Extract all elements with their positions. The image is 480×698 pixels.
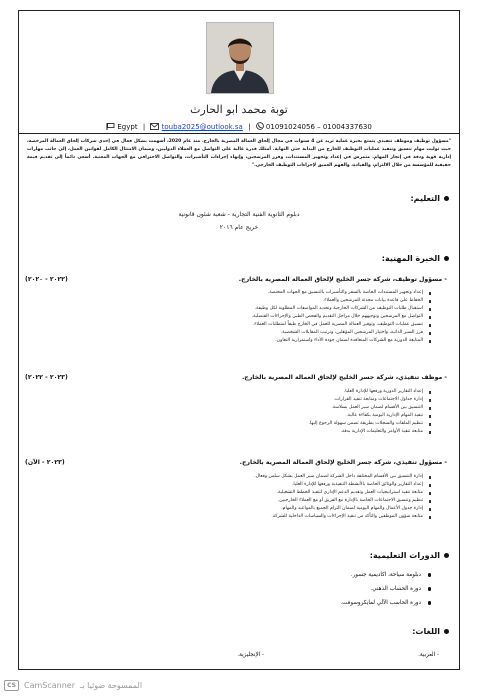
country: Egypt: [117, 123, 138, 131]
watermark-brand: CamScanner: [24, 681, 76, 690]
list-item: التواصل مع المرشحين وتوجيههم خلال مراحل التقديم والفحص الطبي والإجراءات القنصلية.: [101, 313, 431, 321]
list-item: الحفاظ على قاعدة بيانات محدثة للمرشحين والعملاء.: [101, 297, 431, 305]
section-bullet-icon: [444, 196, 449, 201]
list-item: متابعة تنفيذ استراتيجيات العمل وتقديم الدعم الإداري لتنفيذ الخطط التشغيلية.: [101, 489, 431, 497]
section-bullet-icon: [444, 553, 449, 558]
list-item: تنسيق عمليات التوظيف، وتوفير العمالة المصرية للعمل في الخارج طبقاً لمتطلبات العملاء.: [101, 321, 431, 329]
list-item: إعداد التقارير الدورية ورفعها للإدارة العليا.: [101, 388, 431, 396]
contact-line: [79, 122, 399, 132]
education-heading: التعليم:: [410, 194, 449, 203]
courses-list: [340, 568, 431, 610]
list-item: إدارة التنسيق بين الأقسام المختلفة داخل الشركة لضمان سير العمل بشكل سلس وفعال.: [101, 473, 431, 481]
list-item: إدارة جدول الأعمال والمهام اليومية لضمان التزام الجميع بالمواعيد والمهام.: [101, 505, 431, 513]
professional-summary: "مسؤول توظيف وموظف تنفيذي يتمتع بخبرة عملية تزيد عن 4 سنوات في مجال إلحاق العمالة المصرية بالخارج. منذ عام 2020، أسهمت بشكل فعال في إحدى شركات إلحاق العمالة المرخصة، حيث توليت مهام تنسيق وتنفيذ عمليات التوظيف للخارج من البداية حتى النهاية. أمتلك قدرة عالية على التواصل مع العملاء الدوليين، وضمان الامتثال الكامل لقوانين العمل، إلى جانب مهارات إدارية قوية ودقة في إنجاز المهام. متمرس في إعداد وتجهيز المستندات، وفرز المرشحين، وإنهاء إجراءات التأشيرات، والتواصل الاحترافي مع الجهات المعنية. أسعى دائماً إلى تقديم قيمة حقيقية للمؤسسة من خلال الالتزام، والقيادة، والفهم العميق لإجراءات التوظيف الخارجي.": [27, 139, 452, 168]
list-item: المتابعة الدورية مع الشركات المتعاقدة لضمان جودة الأداء واستمرارية التعاون.: [101, 337, 431, 345]
person-photo-icon: [207, 23, 273, 93]
header-divider: [19, 133, 459, 134]
job-title-3: - مسؤول تنفيذي، شركة جسر الخليج لإلحاق العمالة المصرية بالخارج.: [239, 459, 447, 466]
courses-heading: الدورات التعليمية:: [370, 551, 449, 560]
email-icon: [150, 123, 159, 132]
job-date-2: (٢٠٢٣ - ٢٠٢٢): [25, 374, 68, 381]
list-item: دورة الحساب الذهني.: [340, 582, 431, 596]
list-item: دبلومة سياحة، اكاديمية جسور.: [340, 568, 431, 582]
scanner-watermark: [4, 680, 142, 691]
job-title-1: - مسؤول توظيف، شركة جسر الخليج لإلحاق العمالة المصرية بالخارج.: [238, 276, 447, 283]
experience-heading: الخبرة المهنية:: [382, 254, 449, 263]
list-item: تنظيم الملفات والسجلات بطريقة تضمن سهولة الرجوع إليها.: [101, 420, 431, 428]
list-item: فرز السير الذاتية، واختيار المرشحين المؤهلين، وترتيب المقابلات الشخصية.: [101, 329, 431, 337]
phone-numbers: 01091024056 – 01004337630: [265, 123, 372, 131]
section-bullet-icon: [444, 629, 449, 634]
list-item: إدارة جداول الاجتماعات ومتابعة تنفيذ القرارات.: [101, 396, 431, 404]
languages-heading: اللغات:: [412, 627, 449, 636]
list-item: التنسيق بين الأقسام لضمان سير العمل بسلاسة.: [101, 404, 431, 412]
candidate-name: توبة محمد ابو الحارث: [190, 103, 288, 116]
flag-icon: [106, 123, 115, 132]
job-date-1: (٢٠٢٢ - ٢٠٢٠): [25, 276, 68, 283]
list-item: تنظيم وتنسيق الاجتماعات الخاصة بالإدارة مع الفريق أو مع العملاء الخارجيين.: [101, 497, 431, 505]
separator: |: [142, 123, 146, 131]
language-arabic: - العربية.: [418, 652, 439, 658]
list-item: متابعة تنفيذ الأوامر والتعليمات الإدارية بدقة.: [101, 428, 431, 436]
cv-page: [18, 10, 460, 670]
camscanner-logo-icon: CS: [4, 680, 19, 691]
job-duties-2: [101, 388, 431, 436]
education-year: خريج عام ٢٠١٦: [219, 224, 259, 231]
language-english: - الإنجليزية.: [237, 652, 264, 658]
list-item: دورة الحاسب الآلي لمايكروسوفت.: [340, 596, 431, 610]
profile-photo: [206, 22, 274, 94]
job-duties-3: [101, 473, 431, 521]
section-bullet-icon: [444, 256, 449, 261]
email-link[interactable]: touba2025@outlook.sa: [161, 123, 243, 131]
job-title-2: - موظف تنفيذي، شركة جسر الخليج لإلحاق العمالة المصرية بالخارج.: [241, 374, 447, 381]
phone-icon: [256, 122, 264, 132]
list-item: إعداد التقارير والوثائق الخاصة بالأنشطة التنفيذية ورفعها للإدارة العليا.: [101, 481, 431, 489]
job-duties-1: [101, 289, 431, 345]
list-item: تنفيذ المهام الإدارية اليومية بكفاءة عالية.: [101, 412, 431, 420]
separator: |: [248, 123, 251, 131]
list-item: استقبال طلبات التوظيف من الشركات الخارجية وتحديد المواصفات المطلوبة لكل وظيفة.: [101, 305, 431, 313]
job-date-3: (٢٠٢٣ - الآن): [25, 459, 65, 466]
education-degree: دبلوم الثانوية الفنية التجارية - شعبة شئون قانونية: [178, 211, 300, 218]
watermark-arabic: الممسوحة ضوئيا بـ: [80, 681, 143, 690]
list-item: متابعة شؤون الموظفين والتأكد من تنفيذ الإجراءات والسياسات الداخلية للشركة.: [101, 513, 431, 521]
list-item: إعداد وتجهيز المستندات الخاصة بالسفر والتأشيرات بالتنسيق مع الجهات المختصة.: [101, 289, 431, 297]
